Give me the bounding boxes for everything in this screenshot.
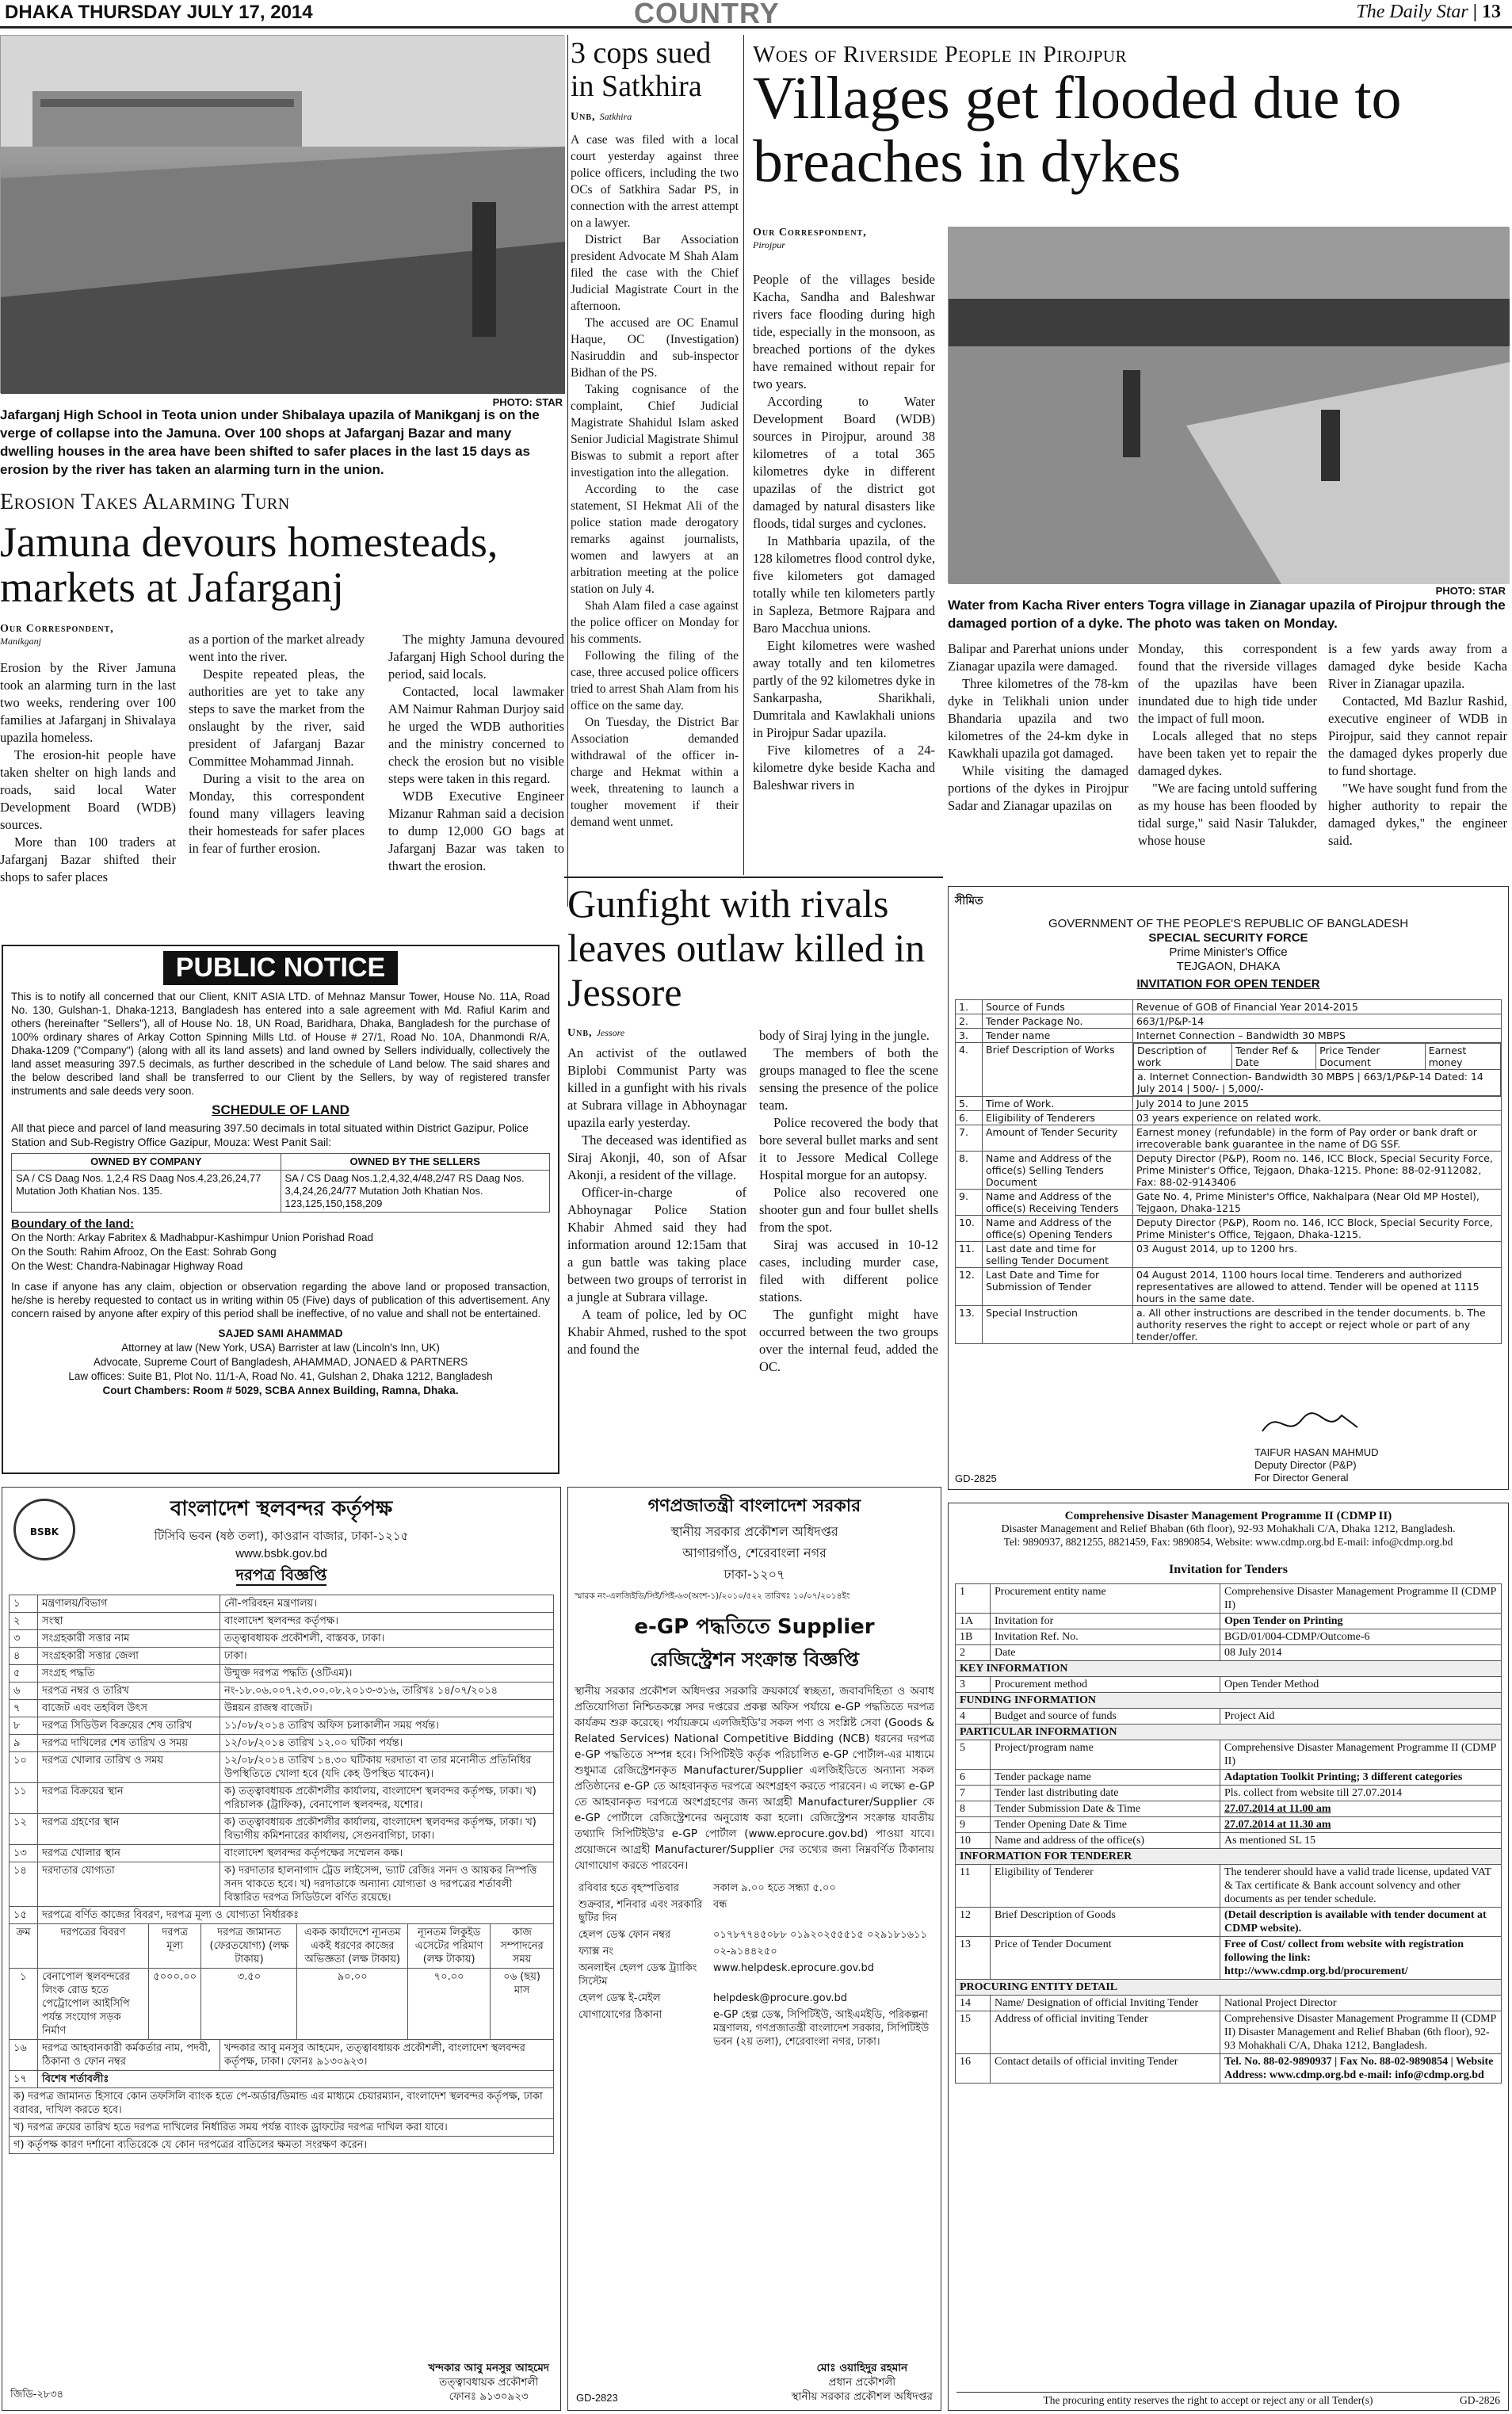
paragraph: While visiting the damaged portions of the dykes in Pirojpur Sadar and Zianagar upazilas on: [948, 763, 1128, 813]
ssf-tender-notice: [948, 886, 1509, 1490]
byline-location: Jessore: [596, 1027, 625, 1038]
jamuna-col-2: [189, 631, 365, 858]
jamuna-headline: Jamuna devours homesteads, markets at Jafarganj: [0, 518, 498, 611]
table-row: ক) দরপত্র জামানত হিসাবে কোন তফসিলি ব্যাংক হতে পে-অর্ডার/ডিমান্ড এর মাধ্যমে চেয়ারম্যান, বাংলাদেশ স্থলবন্দর কর্তৃপক্ষ, ঢাকা বরাবর, দাখিল করতে হবে।: [10, 2088, 554, 2119]
table-row: 4. Brief Description of Works Description of work Tender Ref & Date Price Tender Document Earnest money a. Internet Connection- Bandwidth 30 MBPS | 663/1/P&P-14 Dated: 14 July 2014 | 500/- | 5,000/-: [956, 1043, 1502, 1097]
paragraph: Contacted, Md Bazlur Rashid, executive engineer of WDB in Pirojpur, said they cannot repair the damaged dykes properly due to fund shortage.: [1328, 693, 1507, 778]
section-label: COUNTRY: [634, 0, 780, 29]
pirojpur-col-1: [753, 271, 935, 794]
table-row: 11. Last date and time for selling Tender Document 03 August 2014, up to 1200 hrs.: [956, 1242, 1502, 1268]
table-row: খ) দরপত্র ক্রয়ের তারিখ হতে দরপত্র দাখিলের নির্ধারিত সময় পর্যন্ত ব্যাংক ড্রাফটের দরপত্র দাখিল করা যাবে।: [10, 2119, 554, 2137]
table-row: 9. Name and Address of the office(s) Receiving Tenders Gate No. 4, Prime Minister's Office, Nakhalpara (Near Old MP Hostel), Tejgaon, Dhaka-1215: [956, 1190, 1502, 1216]
paragraph: The gunfight might have occurred between the two groups over the internal feud, added the OC.: [759, 1307, 938, 1374]
table-section: INFORMATION FOR TENDERER: [956, 1849, 1502, 1865]
paragraph: "We have sought fund from the higher authority to repair the damaged dykes," the engineer said.: [1328, 781, 1507, 848]
law-offices: Law offices: Suite B1, Plot No. 11/1-A, Road No. 41, Gulshan 2, Dhaka 1212, Bangladesh: [68, 1370, 493, 1382]
table-section: FUNDING INFORMATION: [956, 1693, 1502, 1709]
table-row: 1 Procurement entity name Comprehensive Disaster Management Programme II (CDMP II): [956, 1584, 1502, 1614]
table-row: ১৭ বিশেষ শর্তাবলীঃ: [10, 2071, 554, 2088]
ssf-desc-table: Description of work Tender Ref & Date Price Tender Document Earnest money a. Internet Connection- Bandwidth 30 MBPS | 663/1/P&P-14 Dated: 14 July 2014 | 500/- | 5,000/-: [1133, 1043, 1501, 1096]
egp-signer: মোঃ ওয়াহিদুর রহমান: [816, 2362, 908, 2374]
pirojpur-col-3: [1138, 640, 1317, 850]
table-row: 8. Name and Address of the office(s) Selling Tenders Document Deputy Director (P&P), Room no. 146, ICC Block, Special Security Force, Prime Minister's Office, Tejgaon, Dhaka-1215. Phone: 88-02-9112082, Fax: 88-02-9143406: [956, 1152, 1502, 1190]
cdmp-tender-notice: [948, 1503, 1509, 2411]
table-section: KEY INFORMATION: [956, 1661, 1502, 1677]
signer-role: Attorney at law (New York, USA) Barrister at law (Lincoln's Inn, UK): [121, 1342, 440, 1354]
table-row: ৭ বাজেট এবং তহবিল উৎস উন্নয়ন রাজস্ব বাজেট।: [10, 1700, 554, 1717]
paragraph: District Bar Association president Advocate M Shah Alam filed the case with the Chief Judicial Magistrate Court in the afternoon.: [571, 233, 739, 313]
table-row: 3. Tender name Internet Connection – Bandwidth 30 MBPS: [956, 1029, 1502, 1043]
pirojpur-photo: [948, 227, 1509, 583]
table-row: ১২ দরপত্র গ্রহণের স্থান ক) তত্ত্বাবধায়ক প্রকৌশলীর কার্যালয়, বাংলাদেশ স্থলবন্দর কর্তৃপক্ষ, ঢাকা। খ) বিভাগীয় কমিশনারের কার্যালয়, সেগুনবাগিচা, ঢাকা।: [10, 1814, 554, 1845]
table-row: 2 Date 08 July 2014: [956, 1645, 1502, 1661]
table-row: ২ সংস্থা বাংলাদেশ স্থলবন্দর কর্তৃপক্ষ।: [10, 1613, 554, 1630]
table-row: ১৪ দরদাতার যোগ্যতা ক) দরদাতার হালনাগাদ ট্রেড লাইসেন্স, ভ্যাট রেজিঃ সনদ ও আয়কর নিস্পত্তি সনদ থাকতে হবে। খ) দরদাতাকে অন্যান্য যোগ্যতা ও দরপত্রের শর্তাবলী বিস্তারিত দরপত্র সিডিউলে বর্ণিত রয়েছে।: [10, 1862, 554, 1907]
bsbk-subtitle: দরপত্র বিজ্ঞপ্তি: [235, 1565, 327, 1584]
table-row: ১ বেনাপোল স্থলবন্দরের লিংক রোড হতে পেট্রোপোল আইসিপি পর্যন্ত সংযোগ সড়ক নির্মাণ ৫০০০.০০ ৩.৫০ ৯০.০০ ৭০.০০ ০৬ (ছয়) মাস: [10, 1969, 554, 2040]
bsbk-signer: খন্দকার আবু মনসুর আহমেদ: [428, 2362, 549, 2374]
byline-location: Satkhira: [599, 111, 632, 122]
table-row: 5 Project/program name Comprehensive Disaster Management Programme II (CDMP II): [956, 1740, 1502, 1770]
page-number: | 13: [1472, 2, 1501, 22]
ssf-signer-for: For Director General: [1254, 1472, 1349, 1484]
boundary-list: [11, 1231, 550, 1274]
paragraph: The members of both the groups managed to flee the scene sensing the presence of the police team.: [759, 1045, 938, 1113]
table-row: 11 Eligibility of Tenderer The tenderer should have a valid trade license, updated VAT & Tax certificate & Bank account solvency and other documents as per tender schedule.: [956, 1865, 1502, 1908]
paragraph: Locals alleged that no steps have been taken yet to repair the damaged dykes.: [1138, 728, 1317, 778]
paragraph: Three kilometres of the 78-km dyke in Telikhali union under Bhandaria upazila and two kilometres of the 24-km dyke in Kawkhali upazila got damaged.: [948, 676, 1128, 761]
table-row: ৬ দরপত্র নম্বর ও তারিখ নং-১৮.০৬.০০৭.২৩.০০.০৮.২০১৩-৩১৬, তারিখঃ ১৪/০৭/২০১৪: [10, 1683, 554, 1700]
owned-sellers-header: OWNED BY THE SELLERS: [281, 1154, 550, 1171]
egp-signature: [792, 2361, 933, 2404]
bsbk-address: টিসিবি ভবন (ষষ্ঠ তলা), কাওরান বাজার, ঢাকা-১২১৫: [154, 1529, 409, 1543]
ssf-agency: SPECIAL SECURITY FORCE: [1148, 931, 1308, 945]
paragraph: According to the case statement, SI Hekmat Ali of the police station made derogatory remarks against journalists, women and lawyers at an arbitration meeting at the police station on July 4.: [571, 483, 739, 596]
ssf-office: Prime Minister's Office: [1169, 945, 1288, 959]
byline-location: Pirojpur: [753, 239, 785, 250]
public-notice-title: PUBLIC NOTICE: [163, 951, 398, 985]
signature-icon: [1254, 1404, 1365, 1443]
paragraph: Police recovered the body that bore several bullet marks and sent it to Jessore Medical College Hospital morgue for an autopsy.: [759, 1115, 938, 1182]
table-row: 3 Procurement method Open Tender Method: [956, 1677, 1502, 1693]
egp-dept: স্থানীয় সরকার প্রকৌশল অধিদপ্তর: [670, 1524, 838, 1539]
table-row: অনলাইন হেলপ ডেস্ক ট্র্যাকিং সিস্টেম www.helpdesk.eprocure.gov.bd: [578, 1962, 874, 1988]
paragraph: During a visit to the area on Monday, this correspondent found many villagers leaving their homesteads for safer places in fear of further erosion.: [189, 771, 365, 856]
egp-code: GD-2823: [576, 2392, 618, 2404]
egp-notice: [567, 1487, 941, 2411]
jessore-col-2: [759, 1027, 938, 1376]
notice-intro: This is to notify all concerned that our Client, KNIT ASIA LTD. of Mehnaz Mansur Tower, House No. 11A, Road No. 130, Gulshan-1, Dhaka-1213, Bangladesh has entered into a sale agreement with Md. Rafiul Karim and others (hereinafter "Sellers"), all of House No. 18, UN Road, Baridhara, Dhaka, Bangladesh for the purchase of 100% ordinary shares of Arkay Cotton Spinning Mills Ltd. of House # 27/1, Road No. 10A, Dhanmondi R/A, Dhaka-1209 ("Company") (along with all its land assets) and land owned by Sellers individually, collectively the land asset measuring 397.5 decimals, as further described in the schedule of Land below. The said shares and the below described land shall be transferred to our Client by the Sellers, by way of registered transfer instruments and sale deeds very soon.: [11, 991, 550, 1097]
paragraph: In Mathbaria upazila, of the 128 kilometres flood control dyke, five kilometers got damaged totally while ten kilometers partly in Sapleza, Betmore Rajpara and Baro Macchua unions.: [753, 533, 935, 636]
ssf-tag: সীমিত: [955, 895, 983, 907]
paragraph: is a few yards away from a damaged dyke beside Kacha River in Zianagar upazila.: [1328, 641, 1507, 691]
bsbk-code: জিডি-২৮৩৪: [10, 2389, 64, 2401]
jessore-headline: Gunfight with rivals leaves outlaw killed in Jessore: [567, 881, 926, 1014]
table-row: 9 Tender Opening Date & Time 27.07.2014 at 11.30 am: [956, 1817, 1502, 1833]
bsbk-signer-phone: ফোনঃ ৯১৩০৯২৩: [449, 2390, 529, 2403]
table-row: ১৬ দরপত্র আহবানকারী কর্মকর্তার নাম, পদবী, ঠিকানা ও ফোন নম্বর খন্দকার আবু মনসুর আহমেদ, তত্ত্বাবধায়ক প্রকৌশলী, বাংলাদেশ স্থলবন্দর কর্তৃপক্ষ, ঢাকা। ফোনঃ ৯১৩০৯২৩।: [10, 2040, 554, 2071]
table-row: 13 Price of Tender Document Free of Cost/ collect from website with registration following the link: http://www.cdmp.org.bd/procurement/: [956, 1937, 1502, 1980]
schedule-text: All that piece and parcel of land measuring 397.50 decimals in total situated within District Gazipur, Police Station and Sub-Registry Office Gazipur, Mouza: West Panit Sail:: [11, 1121, 529, 1148]
bsbk-title: বাংলাদেশ স্থলবন্দর কর্তৃপক্ষ: [170, 1497, 393, 1521]
cdmp-address: Disaster Management and Relief Bhaban (6th floor), 92-93 Mohakhali C/A, Dhaka 1212, Bangladesh.: [1001, 1523, 1456, 1535]
ssf-table: [955, 999, 1502, 1344]
paragraph: The erosion-hit people have taken shelter on high lands and roads, said local Water Development Board (WDB) sources.: [0, 747, 176, 832]
column-rule: [743, 35, 744, 875]
table-row: 15 Address of official inviting Tender Comprehensive Disaster Management Programme II (CDMP II) Disaster Management and Relief Bhaban (6th floor), 92-93 Mohakhali C/A, Dhaka 1212, Bangladesh.: [956, 2011, 1502, 2054]
table-row: 10 Name and address of the office(s) As mentioned SL 15: [956, 1833, 1502, 1849]
court-chambers: Court Chambers: Room # 5029, SCBA Annex Building, Ramna, Dhaka.: [102, 1385, 459, 1396]
paragraph: Monday, this correspondent found that the riverside villages of the upazilas have been inundated due to high tide under the impact of full moon.: [1138, 641, 1317, 726]
table-section: PARTICULAR INFORMATION: [956, 1725, 1502, 1740]
table-row: 5. Time of Work. July 2014 to June 2015: [956, 1097, 1502, 1111]
ssf-govt: GOVERNMENT OF THE PEOPLE'S REPUBLIC OF BANGLADESH: [1048, 917, 1409, 930]
bsbk-table: [9, 1595, 554, 1924]
table-row: ৩ সংগ্রহকারী সত্তার নাম তত্ত্বাবধায়ক প্রকৌশলী, বাস্তবক, ঢাকা।: [10, 1630, 554, 1648]
pirojpur-col-2: [948, 640, 1128, 815]
table-row: 1. Source of Funds Revenue of GOB of Financial Year 2014-2015: [956, 1000, 1502, 1014]
table-row: 7. Amount of Tender Security Earnest money (refundable) in the form of Pay order or bank draft or irrecoverable bank guarantee in the name of DG SSF.: [956, 1125, 1502, 1152]
bsbk-tender-notice: [2, 1487, 561, 2411]
jessore-col-1: [567, 1045, 746, 1358]
land-table: [11, 1153, 550, 1213]
signer-name: SAJED SAMI AHAMMAD: [218, 1327, 343, 1339]
paragraph: Despite repeated pleas, the authorities are yet to take any steps to save the market from the onslaught by the river, said president of Jafarganj Bazar Committee Mohammad Jinnah.: [189, 667, 365, 769]
flooded-dyke-illustration: [949, 227, 1510, 584]
paragraph: Taking cognisance of the complaint, Chief Judicial Magistrate Shahidul Islam asked Senior Judicial Magistrate Shimul Biswas to submit a report after investigation into the allegation.: [571, 383, 739, 479]
table-row: 4 Budget and source of funds Project Aid: [956, 1709, 1502, 1725]
byline: Our Correspondent,: [0, 623, 114, 635]
cdmp-table: [955, 1583, 1502, 2084]
table-row: ১০ দরপত্র খোলার তারিখ ও সময় ১২/০৮/২০১৪ তারিখ ১৪.৩০ ঘটিকায় দরদাতা বা তার মনোনীত প্রতিনিধির উপস্থিতিতে খোলা হবে (যদি কেহ উপস্থিত থাকেন)।: [10, 1752, 554, 1783]
egp-contact-table: [575, 1880, 934, 2050]
byline: Unb,: [571, 111, 596, 123]
erosion-scene-illustration: [1, 36, 565, 394]
table-row: 10. Name and Address of the office(s) Opening Tenders Deputy Director (P&P), Room no. 146, ICC Block, Special Security Force, Prime Minister's Office, Tejgaon, Dhaka-1215.: [956, 1216, 1502, 1242]
ssf-title: INVITATION FOR OPEN TENDER: [1136, 977, 1320, 991]
table-row: 14 Name/ Designation of official Inviting Tender National Project Director: [956, 1996, 1502, 2011]
table-row: যোগাযোগের ঠিকানা e-GP হেল্প ডেস্ক, সিপিটিইউ, আইএমইডি, পরিকল্পনা মন্ত্রণালয়, গণপ্রজাতন্ত্রী বাংলাদেশ সরকার, সিপিটিইউ ভবন (২য় তলা), শেরেবাংলা নগর, ঢাকা।: [578, 2009, 930, 2048]
paragraph: The accused are OC Enamul Haque, OC (Investigation) Nasiruddin and sub-inspector Bidhan of the PS.: [571, 316, 739, 380]
table-row: 6. Eligibility of Tenderers 03 years experience on related work.: [956, 1111, 1502, 1125]
jamuna-kicker: Erosion Takes Alarming Turn: [0, 490, 290, 514]
egp-body: স্থানীয় সরকার প্রকৌশল অধিদপ্তর সরকারি ক্রয়কার্যে স্বচ্ছতা, জবাবদিহিতা ও অবাধ প্রতিযোগিতা নিশ্চিতকল্পে সদর দপ্তরের প্রকল্প অফিস পর্যায়ে e-GP পদ্ধতিতে দরপত্র কার্যক্রম শুরু করেছে। পর্যায়ক্রমে এলজিইডি'র সকল পণ্য ও সংশ্লিষ্ট সেবা (Goods & Related Services) National Competitive Bidding (NCB) ধরনের দরপত্র e-GP পদ্ধতিতে সম্পন্ন হবে। সিপিটিইউ কর্তৃক পরিচালিত e-GP পোর্টাল-এর মাধ্যমে শুধুমাত্র রেজিস্ট্রেশনকৃত Manufacturer/Supplier এলজিইডিতে অন্যান্য সকল প্রতিষ্ঠানের e-GP তে আহবানকৃত দরপত্রে অংশগ্রহণ করতে পারবেন। এ লক্ষ্যে e-GP তে আহবানকৃত দরপত্রে অংশগ্রহণের জন্য আগ্রহী Manufacturer/Supplier কে e-GP পোর্টালে রেজিস্ট্রেশনের অনুরোধ করা হলো। রেজিস্ট্রেশন সংক্রান্ত যাবতীয় তথ্যাদি সিপিটিইউ'র e-GP পোর্টাল (www.eprocure.gov.bd) পাওয়া যাবে। প্রয়োজনে আগ্রহী Manufacturer/Supplier দের তথ্যের জন্য নিম্নবর্ণিত ঠিকানায় যোগাযোগ করতে পারবেন।: [575, 1685, 934, 1872]
table-row: গ) কর্তৃপক্ষ কারণ দর্শানো ব্যতিরেকে যে কোন দরপত্রের বাতিলের ক্ষমতা সংরক্ষণ করেন।: [10, 2137, 554, 2154]
jamuna-byline: [0, 623, 182, 647]
masthead: The Daily Star: [1356, 2, 1468, 22]
table-row: 1A Invitation for Open Tender on Printing: [956, 1614, 1502, 1629]
table-row: হেলপ ডেস্ক ই-মেইল helpdesk@procure.gov.bd: [578, 1992, 848, 2004]
paragraph: Officer-in-charge of Abhoynagar Police Station Khabir Ahmed said they had information around 12:15am that a gun battle was taking place between two groups of terrorist in a jungle at Subrara village.: [567, 1185, 746, 1304]
table-row: 8 Tender Submission Date & Time 27.07.2014 at 11.00 am: [956, 1801, 1502, 1817]
paragraph: Siraj was accused in 10-12 cases, including murder case, filed with different police stations.: [759, 1237, 938, 1304]
egp-title: e-GP পদ্ধতিতে Supplier: [634, 1615, 875, 1639]
ssf-signer-title: Deputy Director (P&P): [1254, 1459, 1357, 1471]
paragraph: Police also recovered one shooter gun and four bullet shells from the spot.: [759, 1185, 938, 1235]
table-row: 13. Special Instruction a. All other instructions are described in the tender documents. b. The authority reserves the right to accept or reject whole or part of any tender/offer.: [956, 1306, 1502, 1344]
company-land-cell: SA / CS Daag Nos. 1,2,4 RS Daag Nos.4,23,26,24,77 Mutation Joth Khatian Nos. 135.: [12, 1171, 281, 1213]
egp-signer-office: স্থানীয় সরকার প্রকৌশল অধিদপ্তর: [791, 2390, 933, 2403]
paragraph: More than 100 traders at Jafarganj Bazar shifted their shops to safer places: [0, 835, 176, 884]
table-row: 7 Tender last distributing date Pls. collect from website till 27.07.2014: [956, 1786, 1502, 1801]
table-row: 12 Brief Description of Goods (Detail description is available with tender document at CDMP website).: [956, 1908, 1502, 1937]
table-section: PROCURING ENTITY DETAIL: [956, 1980, 1502, 1996]
bsbk-signature: [428, 2361, 549, 2404]
ssf-signer: TAIFUR HASAN MAHMUD: [1254, 1446, 1379, 1458]
table-row: শুক্রবার, শনিবার এবং সরকারি ছুটির দিন বন্ধ: [578, 1899, 727, 1924]
signer-role-2: Advocate, Supreme Court of Bangladesh, AHAMMAD, JONAED & PARTNERS: [93, 1356, 468, 1368]
paragraph: A case was filed with a local court yesterday against three police officers, including the two OCs of Satkhira Sadar PS, in connection with the arrest attempt on a lawyer.: [571, 133, 739, 230]
pirojpur-photo-credit: PHOTO: STAR: [1435, 585, 1506, 597]
egp-title-2: রেজিস্ট্রেশন সংক্রান্ত বিজ্ঞপ্তি: [650, 1648, 859, 1671]
table-row: ১১ দরপত্র বিক্রয়ের স্থান ক) তত্ত্বাবধায়ক প্রকৌশলীর কার্যালয়, বাংলাদেশ স্থলবন্দর কর্তৃপক্ষ, ঢাকা। খ) পরিচালক (ট্রাফিক), বেনাপোল স্থলবন্দর, যশোর।: [10, 1783, 554, 1814]
byline: Our Correspondent,: [753, 227, 867, 239]
paragraph: On Tuesday, the District Bar Association demanded withdrawal of the officer in-charge and Hekmat within a week, threatening to launch a tougher movement if their demand went unmet.: [571, 716, 739, 829]
ssf-signature: [1254, 1404, 1460, 1484]
paragraph: According to Water Development Board (WDB) sources in Pirojpur, around 38 kilometres of a total 365 kilometres dyke in different upazilas of the district got damaged by natural disasters like floods, tidal surges and cyclones.: [753, 394, 935, 531]
table-row: 12. Last Date and Time for Submission of Tender 04 August 2014, 1100 hours local time. Tenderers and authorized representatives are allowed to attend. Tender will be opened at 1115 hours in the same date.: [956, 1268, 1502, 1306]
objection-text: In case if anyone has any claim, objection or observation regarding the above land or proposed transaction, he/she is hereby requested to contact us in writing within 05 (Five) days of publication of this advertisement. Any concern raised by anyone after expiry of this period shall be ineffective, of no value and shall not be entertained.: [11, 1281, 550, 1320]
paragraph: body of Siraj lying in the jungle.: [759, 1028, 930, 1043]
table-row: 1B Invitation Ref. No. BGD/01/004-CDMP/Outcome-6: [956, 1629, 1502, 1645]
egp-govt: গণপ্রজাতন্ত্রী বাংলাদেশ সরকার: [647, 1496, 861, 1516]
boundary-title: Boundary of the land:: [11, 1217, 134, 1231]
satkhira-byline: [571, 108, 632, 124]
masthead-page: [1356, 2, 1501, 23]
table-row: ৫ সংগ্রহ পদ্ধতি উন্মুক্ত দরপত্র পদ্ধতি (ওটিএম)।: [10, 1665, 554, 1683]
paragraph: Five kilometres of a 24-kilometre dyke beside Kacha and Baleshwar rivers in: [753, 743, 935, 793]
satkhira-body: [571, 132, 739, 831]
cdmp-heading: Invitation for Tenders: [1169, 1563, 1288, 1576]
egp-signer-title: প্রধান প্রকৌশলী: [828, 2376, 896, 2389]
paragraph: WDB Executive Engineer Mizanur Rahman said a decision to dump 12,000 GO bags at Jafarganj Bazar was taken to thwart the erosion.: [388, 789, 564, 873]
cdmp-code: GD-2826: [1460, 2394, 1500, 2406]
sellers-land-cell: SA / CS Daag Nos.1,2,4,32,4/48,2/47 RS Daag Nos. 3,4,24,26,24/77 Mutation Joth Khatian Nos. 123,125,150,158,209: [281, 1171, 550, 1213]
byline: Unb,: [567, 1027, 593, 1039]
public-notice: [2, 945, 559, 1474]
column-rule: [567, 35, 568, 907]
jamuna-photo: [0, 35, 564, 393]
egp-area: আগারগাঁও, শেরেবাংলা নগর: [682, 1545, 827, 1560]
satkhira-headline: 3 cops sued in Satkhira: [571, 36, 712, 103]
table-row: ফ্যাক্স নং ০২-৯১৪৪২৫০: [578, 1946, 777, 1958]
paragraph: Balipar and Parerhat unions under Zianagar upazila were damaged.: [948, 641, 1128, 674]
cdmp-footer-text: The procuring entity reserves the right to accept or reject any or all Tender(s): [1043, 2394, 1373, 2406]
cdmp-footer: [956, 2392, 1500, 2407]
bsbk-signer-title: তত্ত্বাবধায়ক প্রকৌশলী: [439, 2376, 539, 2389]
table-row: ৮ দরপত্র সিডিউল বিক্রয়ের শেষ তারিখ ১১/০৮/২০১৪ তারিখ অফিস চলাকালীন সময় পর্যন্ত।: [10, 1717, 554, 1735]
byline-location: Manikganj: [0, 636, 41, 647]
page-header: [0, 0, 1512, 29]
egp-city: ঢাকা-১২০৭: [724, 1567, 785, 1582]
jessore-byline: [567, 1024, 624, 1040]
table-row: ১৫ দরপত্রে বর্ণিত কাজের বিবরণ, দরপত্র মূল্য ও যোগ্যতা নির্ধারকঃ: [10, 1907, 554, 1924]
table-row: হেলপ ডেস্ক ফোন নম্বর ০১৭৮৭৭৪৫০৮৮ ০১৯২০২৫৫৫১৫ ০২৯১৮১৬১১: [578, 1929, 927, 1941]
paragraph: as a portion of the market already went into the river.: [189, 632, 365, 664]
paragraph: The deceased was identified as Siraj Akonji, 40, son of Afsar Akonji, a resident of the village.: [567, 1133, 746, 1182]
schedule-title: SCHEDULE OF LAND: [212, 1102, 349, 1117]
table-row: 2. Tender Package No. 663/1/P&P-14: [956, 1014, 1502, 1029]
pirojpur-caption: Water from Kacha River enters Togra village in Zianagar upazila of Pirojpur through the damaged portion of a dyke. The photo was taken on Monday.: [948, 598, 1506, 631]
table-header-row: ক্রম দরপত্রের বিবরণ দরপত্র মূল্য দরপত্র জামানত (ফেরতযোগ্য) (লক্ষ টাকায়) একক কার্যাদেশে ন্যূনতম একই ধরণের কাজের অভিজ্ঞতা (লক্ষ টাকায়) ন্যূনতম লিকুইড এসেটের পরিমাণ (লক্ষ টাকায়) কাজ সম্পাদনের সময়: [10, 1924, 554, 1969]
table-row: 6 Tender package name Adaptation Toolkit Printing; 3 different categories: [956, 1770, 1502, 1786]
cdmp-contact: Tel: 9890937, 8821255, 8821459, Fax: 9890854, Website: www.cdmp.org.bd E-mail: info@cdmp.org.bd: [1003, 1536, 1453, 1548]
table-row: ৯ দরপত্র দাখিলের শেষ তারিখ ও সময় ১২/০৮/২০১৪ তারিখ ১২.০০ ঘটিকা পর্যন্ত।: [10, 1735, 554, 1752]
section-rule: [564, 877, 943, 878]
bsbk-work-table: [9, 1923, 554, 2040]
dateline: DHAKA THURSDAY JULY 17, 2014: [5, 2, 313, 23]
bsbk-logo-icon: BSBK: [13, 1499, 75, 1560]
pirojpur-headline: Villages get flooded due to breaches in dykes: [753, 65, 1402, 195]
paragraph: Contacted, local lawmaker AM Naimur Rahman Durjoy said he urged the WDB authorities and the ministry concerned to check the erosion but no visible steps were taken in this regard.: [388, 684, 564, 786]
notice-signature: [11, 1327, 550, 1398]
ssf-code: GD-2825: [955, 1472, 997, 1484]
table-row: ৪ সংগ্রহকারী সত্তার জেলা ঢাকা।: [10, 1648, 554, 1665]
paragraph: Following the filing of the case, three accused police officers tried to arrest Shah Alam from his office on the same day.: [571, 649, 739, 712]
egp-ref: স্মারক নং-এলজিইডি/সিই/পিই-৬৩(অংশ-১)/২০১০/৫২২ তারিখঃ ১০/০৭/২০১৪ইং: [575, 1591, 850, 1601]
paragraph: A team of police, led by OC Khabir Ahmed, rushed to the spot and found the: [567, 1307, 746, 1357]
jamuna-caption: Jafarganj High School in Teota union under Shibalaya upazila of Manikganj is on the verge of collapse into the Jamuna. Over 100 shops at Jafarganj Bazar and many dwelling houses in the area have been shifted to safer places in the last 15 days as erosion by the river has taken an alarming turn in the union.: [0, 407, 540, 477]
jamuna-photo-credit: PHOTO: STAR: [492, 396, 563, 408]
table-row: ১ মন্ত্রণালয়/বিভাগ নৌ-পরিবহন মন্ত্রণালয়।: [10, 1595, 554, 1613]
jamuna-col-3: [388, 631, 564, 875]
bsbk-website: www.bsbk.gov.bd: [235, 1547, 327, 1560]
paragraph: Erosion by the River Jamuna took an alarming turn in the last two weeks, rendering over 100 families at Jafarganj in Shivalaya upazila homeless.: [0, 660, 176, 745]
paragraph: People of the villages beside Kacha, Sandha and Baleshwar rivers face flooding during high tide, especially in the monsoon, as breached portions of the dykes have remained without repair for two years.: [753, 272, 935, 392]
table-row: রবিবার হতে বৃহস্পতিবার সকাল ৯.০০ হতে সন্ধ্যা ৫.০০: [578, 1882, 836, 1894]
paragraph: Shah Alam filed a case against the police officer on Monday for his comments.: [571, 599, 739, 646]
paragraph: "We are facing untold suffering as my house has been flooded by tidal surge," said Nasir Talukder, whose house: [1138, 781, 1317, 848]
owned-company-header: OWNED BY COMPANY: [12, 1154, 281, 1171]
pirojpur-col-4: [1328, 640, 1507, 850]
jamuna-col-1: [0, 659, 176, 886]
pirojpur-byline: [753, 227, 943, 251]
table-row: ১৩ দরপত্র খোলার স্থান বাংলাদেশ স্থলবন্দর কর্তৃপক্ষের সম্মেলন কক্ষ।: [10, 1845, 554, 1862]
bsbk-table-2: [9, 2039, 554, 2154]
boundary-west: On the West: Chandra-Nabinagar Highway Road: [11, 1260, 243, 1272]
cdmp-title: Comprehensive Disaster Management Programme II (CDMP II): [1064, 1510, 1392, 1522]
boundary-south: On the South: Rahim Afrooz, On the East: Sohrab Gong: [11, 1246, 277, 1258]
boundary-north: On the North: Arkay Fabritex & Madhabpur-Kashimpur Union Porishad Road: [11, 1232, 373, 1243]
paragraph: An activist of the outlawed Biplobi Communist Party was killed in a gunfight with his rivals at Subrara village in Abhoynagar upazila early yesterday.: [567, 1045, 746, 1130]
ssf-location: TEJGAON, DHAKA: [1176, 960, 1281, 973]
paragraph: Eight kilometres were washed away totally and ten kilometres partly of the 92 kilometres dyke in Sankarpasha, Sharikhali, Dumritala and Kawlakhali unions in Pirojpur Sadar upazila.: [753, 638, 935, 740]
paragraph: The mighty Jamuna devoured Jafarganj High School during the period, said locals.: [388, 632, 564, 682]
table-row: 16 Contact details of official inviting Tender Tel. No. 88-02-9890937 | Fax No. 88-02-9890854 | Website Address: www.cdmp.org.bd e-mail: info@cdmp.org.bd: [956, 2054, 1502, 2084]
pirojpur-kicker: Woes of Riverside People in Pirojpur: [753, 41, 1128, 67]
